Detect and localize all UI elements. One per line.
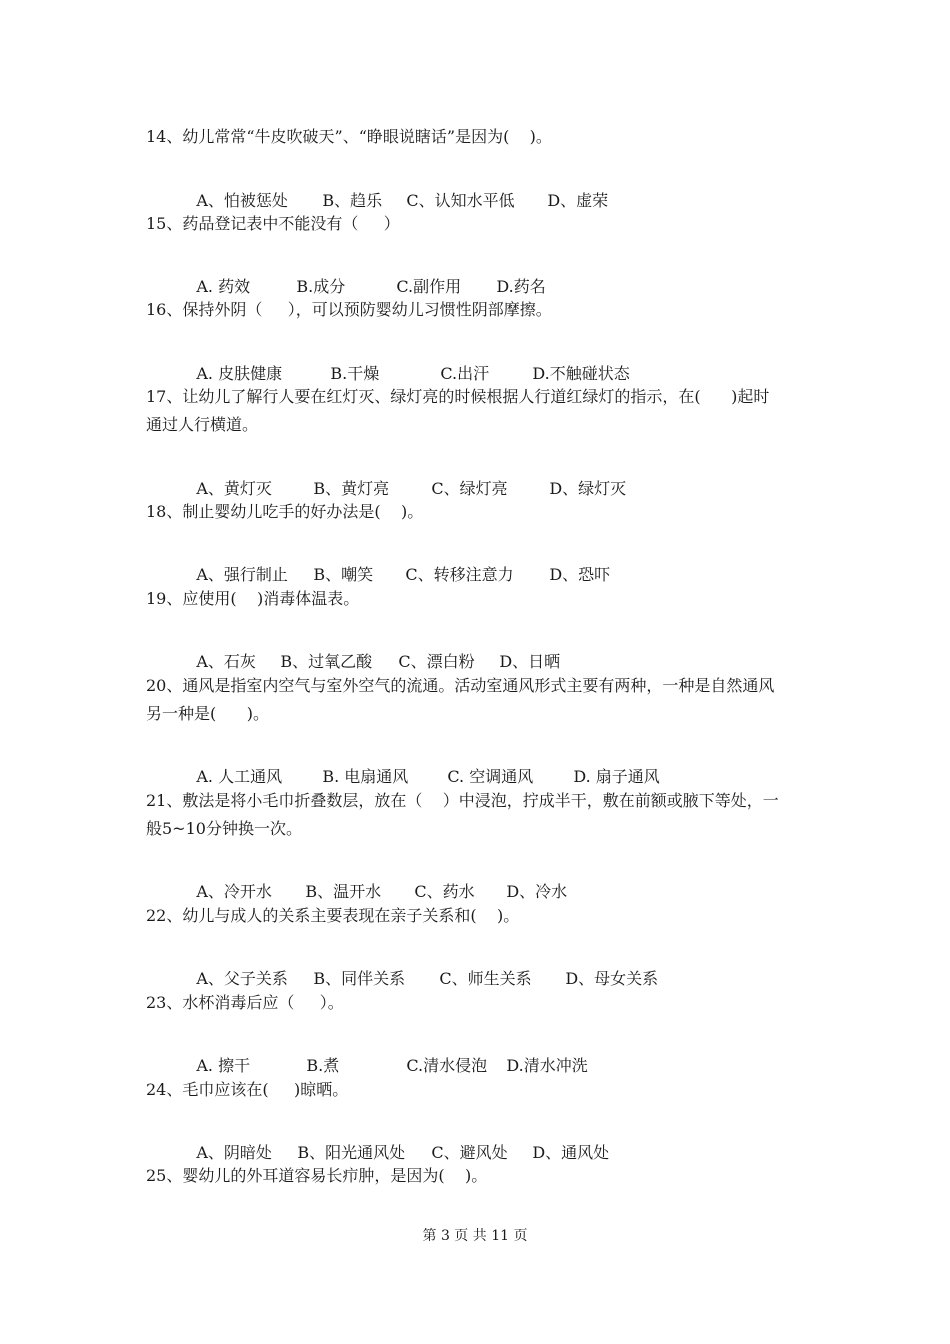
option-d: D、通风处 <box>532 1143 610 1162</box>
option-a: A、怕被惩处 <box>196 191 288 210</box>
option-b: B.成分 <box>296 277 346 296</box>
option-c: C、药水 <box>414 882 475 901</box>
option-a: A. 人工通风 <box>196 767 283 786</box>
option-b: B、嘲笑 <box>313 565 374 584</box>
question-18: 18、制止婴幼儿吃手的好办法是( )。 <box>146 502 424 521</box>
question-21: 21、敷法是将小毛巾折叠数层，放在（ ）中浸泡，拧成半干，敷在前额或腋下等处，一 <box>146 791 779 810</box>
option-a: A. 药效 <box>196 277 251 296</box>
option-c: C.清水侵泡 <box>406 1056 488 1075</box>
option-d: D、冷水 <box>506 882 568 901</box>
option-d: D、绿灯灭 <box>549 479 627 498</box>
option-c: C. 空调通风 <box>447 767 534 786</box>
question-23: 23、水杯消毒后应（ ）。 <box>146 993 344 1012</box>
question-25: 25、婴幼儿的外耳道容易长疖肿，是因为( )。 <box>146 1166 488 1185</box>
question-17: 17、让幼儿了解行人要在红灯灭、绿灯亮的时候根据人行道红绿灯的指示，在( )起时 <box>146 387 770 406</box>
option-b: B、趋乐 <box>322 191 383 210</box>
option-c: C、避风处 <box>431 1143 508 1162</box>
option-b: B、同伴关系 <box>313 969 406 988</box>
option-c: C、漂白粉 <box>398 652 475 671</box>
option-b: B.干燥 <box>330 364 380 383</box>
option-d: D、虚荣 <box>547 191 609 210</box>
option-c: C.副作用 <box>396 277 462 296</box>
option-a: A、父子关系 <box>196 969 288 988</box>
option-b: B、阳光通风处 <box>297 1143 406 1162</box>
option-a: A、冷开水 <box>196 882 272 901</box>
option-c: C、绿灯亮 <box>431 479 508 498</box>
question-16: 16、保持外阴（ ），可以预防婴幼儿习惯性阴部摩擦。 <box>146 300 552 319</box>
option-b: B. 电扇通风 <box>322 767 409 786</box>
option-d: D.不触碰状态 <box>532 364 630 383</box>
question-15: 15、药品登记表中不能没有（ ） <box>146 214 400 233</box>
option-b: B、过氧乙酸 <box>280 652 373 671</box>
question-24: 24、毛巾应该在( )晾晒。 <box>146 1080 349 1099</box>
question-20-continued: 另一种是( )。 <box>146 704 270 723</box>
question-14: 14、幼儿常常“牛皮吹破天”、“睁眼说瞎话”是因为( )。 <box>146 127 552 146</box>
option-c: C.出汗 <box>440 364 490 383</box>
option-b: B、温开水 <box>305 882 382 901</box>
option-a: A、石灰 <box>196 652 256 671</box>
option-d: D、日晒 <box>499 652 561 671</box>
option-b: B.煮 <box>306 1056 340 1075</box>
question-17-continued: 通过人行横道。 <box>146 415 259 434</box>
option-d: D、恐吓 <box>549 565 611 584</box>
option-c: C、转移注意力 <box>405 565 514 584</box>
option-d: D、母女关系 <box>565 969 659 988</box>
page-footer: 第 3 页 共 11 页 <box>422 1228 528 1244</box>
option-a: A、黄灯灭 <box>196 479 272 498</box>
option-c: C、认知水平低 <box>406 191 515 210</box>
option-d: D. 扇子通风 <box>573 767 660 786</box>
option-a: A. 皮肤健康 <box>196 364 283 383</box>
option-d: D.清水冲洗 <box>506 1056 588 1075</box>
option-b: B、黄灯亮 <box>313 479 390 498</box>
question-22: 22、幼儿与成人的关系主要表现在亲子关系和( )。 <box>146 906 520 925</box>
option-d: D.药名 <box>496 277 546 296</box>
option-a: A、阴暗处 <box>196 1143 272 1162</box>
option-a: A、强行制止 <box>196 565 288 584</box>
option-a: A. 擦干 <box>196 1056 251 1075</box>
option-c: C、师生关系 <box>439 969 532 988</box>
question-20: 20、通风是指室内空气与室外空气的流通。活动室通风形式主要有两种，一种是自然通风 <box>146 676 775 695</box>
question-19: 19、应使用( )消毒体温表。 <box>146 589 360 608</box>
question-21-continued: 般5~10分钟换一次。 <box>146 819 302 838</box>
